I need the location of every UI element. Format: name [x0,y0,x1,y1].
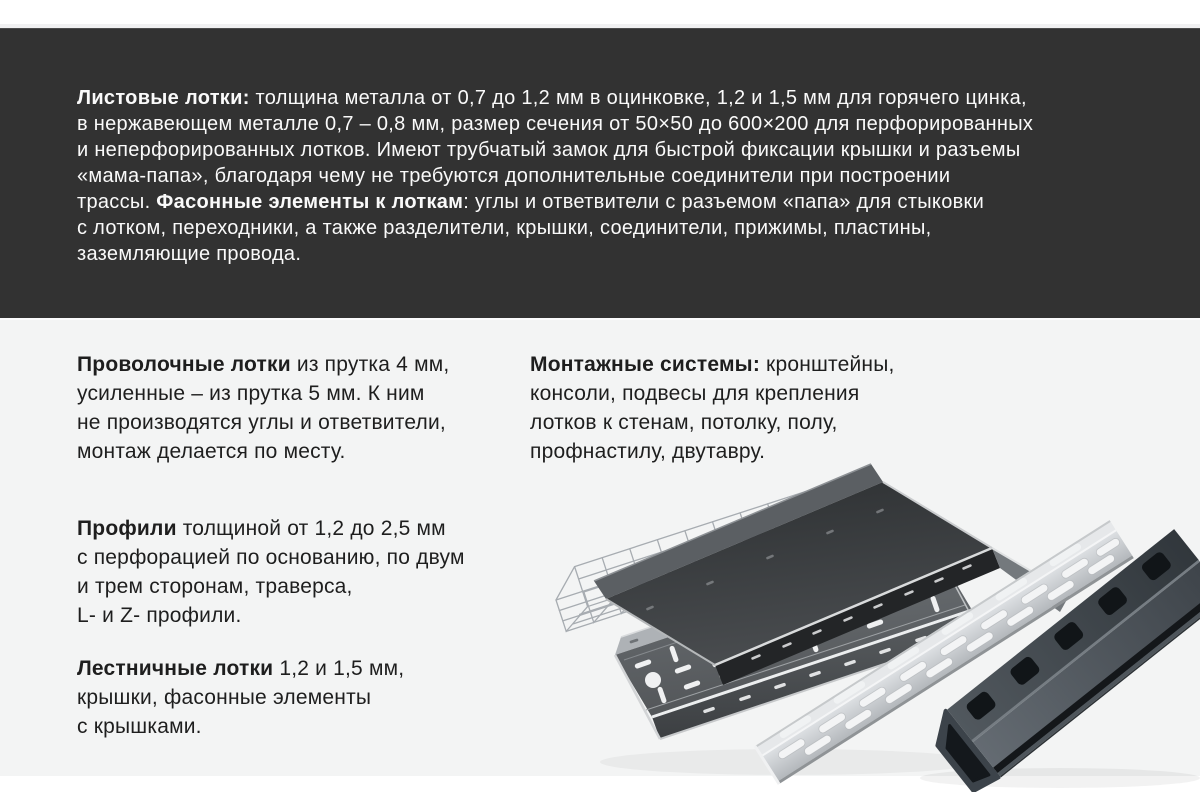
hero-line: заземляющие провода. [77,243,302,265]
hero-line: Листовые лотки: толщина металла от 0,7 до 1,2 мм в оцинковке, 1,2 и 1,5 мм для горячего цинка, [77,87,1027,109]
ladder-trays-block: Лестничные лотки 1,2 и 1,5 мм, крышки, фасонные элементы с крышками. [77,657,405,738]
hero-line: «мама-папа», благодаря чему не требуются дополнительные соединители при построении [77,165,951,187]
ladder-trays-title: Лестничные лотки [77,657,274,680]
mounting-systems-block: Монтажные системы: кронштейны, консоли, подвесы для крепления лотков к стенам, потолку, полу, профнастилу, двутавру. [530,353,895,463]
hero-line: в нержавеющем металле 0,7 – 0,8 мм, размер сечения от 50×50 до 600×200 для перфорированных [77,113,1034,135]
profiles-block: Профили толщиной от 1,2 до 2,5 мм с перфорацией по основанию, по двум и трем сторонам, траверса, L- и Z- профили. [77,517,465,627]
mounting-systems-title: Монтажные системы: [530,353,761,376]
hero-line: трассы. Фасонные элементы к лоткам: углы и ответвители с разъемом «папа» для стыковки [77,191,985,213]
hero-paragraph [77,85,1033,267]
profiles-title: Профили [77,517,177,540]
hero-lead-bold: Листовые лотки: [77,87,250,109]
hero-line: и неперфорированных лотков. Имеют трубчатый замок для быстрой фиксации крышки и разъемы [77,139,1021,161]
wire-trays-block: Проволочные лотки из прутка 4 мм, усиленные – из прутка 5 мм. К ним не производятся углы и ответвители, монтаж делается по месту. [77,353,450,463]
hero-line: с лотком, переходники, а также разделители, крышки, соединители, прижимы, пластины, [77,217,932,239]
wire-trays-title: Проволочные лотки [77,353,291,376]
product-image [540,460,1200,792]
hero-mid-bold: Фасонные элементы к лоткам [156,191,464,213]
hero-section [0,28,1200,318]
